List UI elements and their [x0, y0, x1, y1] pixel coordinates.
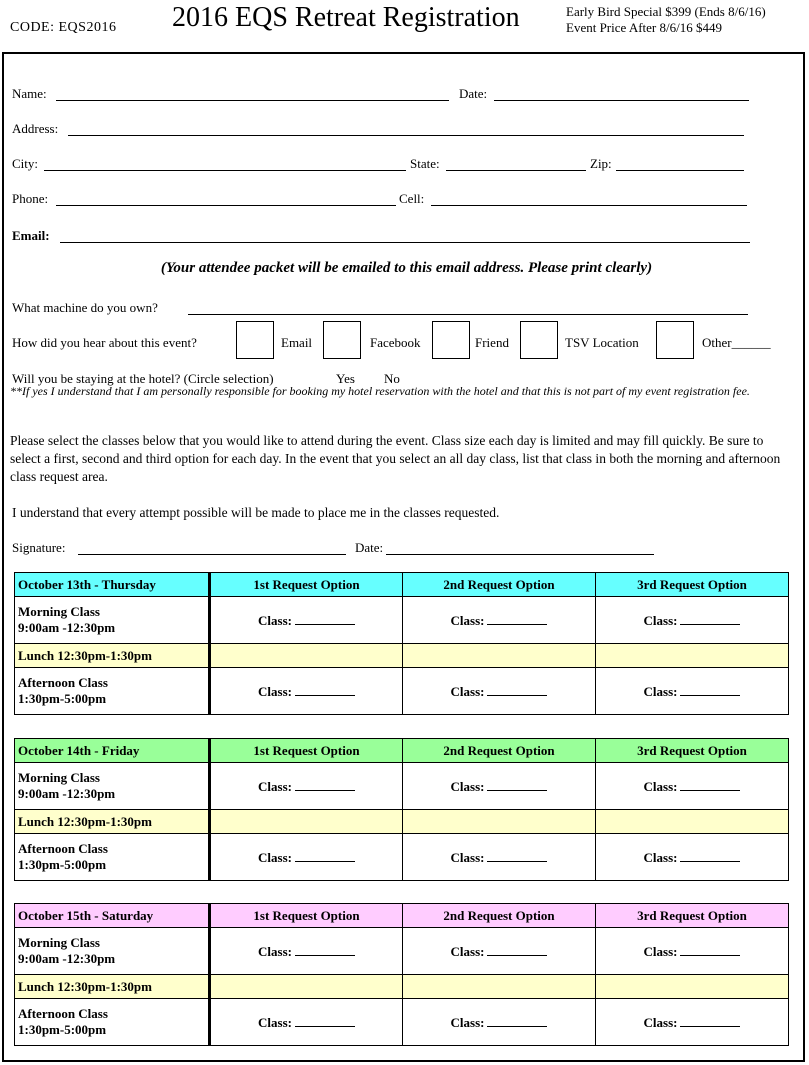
- machine-field[interactable]: [188, 314, 748, 315]
- class-label: Class:: [450, 778, 485, 794]
- hear-option-facebook: Facebook: [370, 335, 421, 350]
- hotel-no[interactable]: No: [384, 371, 400, 386]
- afternoon-row: [15, 834, 789, 881]
- email-field[interactable]: [60, 242, 750, 243]
- class-slot[interactable]: [596, 668, 789, 715]
- class-slot[interactable]: [210, 763, 403, 810]
- afternoon-row: [15, 668, 789, 715]
- class-slot[interactable]: [403, 999, 596, 1046]
- lunch-cell: [403, 975, 596, 999]
- afternoon-label: [15, 999, 210, 1046]
- address-field[interactable]: [68, 135, 744, 136]
- class-blank[interactable]: [680, 1014, 740, 1027]
- day-label: October 13th - Thursday: [15, 573, 210, 597]
- class-label: Class:: [643, 612, 678, 628]
- event-price: Event Price After 8/6/16 $449: [566, 20, 722, 35]
- class-blank[interactable]: [487, 849, 547, 862]
- facebook-checkbox[interactable]: [323, 321, 361, 359]
- option-1-header: 1st Request Option: [210, 573, 403, 597]
- page-title: 2016 EQS Retreat Registration: [172, 2, 520, 33]
- signature-date-label: Date:: [355, 540, 384, 555]
- lunch-cell: [403, 644, 596, 668]
- class-blank[interactable]: [295, 683, 355, 696]
- class-label: Class:: [450, 849, 485, 865]
- email-label: Email:: [12, 228, 50, 243]
- option-3-header: 3rd Request Option: [596, 573, 789, 597]
- afternoon-time: 1:30pm-5:00pm: [18, 1022, 107, 1037]
- day-table-friday: [14, 738, 789, 881]
- lunch-row: [15, 810, 789, 834]
- table-header-row: [15, 573, 789, 597]
- class-blank[interactable]: [487, 1014, 547, 1027]
- lunch-label: Lunch 12:30pm-1:30pm: [15, 810, 210, 834]
- email-note: (Your attendee packet will be emailed to this email address. Please print clearly): [160, 260, 653, 276]
- hotel-label: Will you be staying at the hotel? (Circle selection): [12, 371, 274, 386]
- morning-title: Morning Class: [18, 604, 100, 619]
- phone-label: Phone:: [12, 191, 49, 206]
- class-label: Class:: [258, 612, 292, 628]
- class-slot[interactable]: [596, 763, 789, 810]
- zip-field[interactable]: [616, 170, 744, 171]
- morning-row: [15, 763, 789, 810]
- lunch-cell: [210, 975, 403, 999]
- class-blank[interactable]: [295, 778, 355, 791]
- class-slot[interactable]: [403, 834, 596, 881]
- table-header-row: [15, 904, 789, 928]
- lunch-cell: [210, 644, 403, 668]
- class-label: Class:: [450, 683, 485, 699]
- afternoon-time: 1:30pm-5:00pm: [18, 857, 107, 872]
- other-checkbox[interactable]: [656, 321, 694, 359]
- class-blank[interactable]: [295, 849, 355, 862]
- option-2-header: 2nd Request Option: [403, 904, 596, 928]
- table-header-row: [15, 739, 789, 763]
- afternoon-title: Afternoon Class: [18, 675, 108, 690]
- address-label: Address:: [12, 121, 59, 136]
- morning-time: 9:00am -12:30pm: [18, 951, 116, 966]
- classes-instructions: Please select the classes below that you would like to attend during the event. Class size each day is limited and may fill quickly. Be sure to select a first, second and third option for each day. In the event that you select an all day class, list that class in both the morning and afternoon class request area.: [10, 433, 781, 484]
- afternoon-label: [15, 668, 210, 715]
- class-slot[interactable]: [403, 668, 596, 715]
- class-slot[interactable]: [403, 763, 596, 810]
- class-label: Class:: [643, 1014, 678, 1030]
- lunch-cell: [596, 644, 789, 668]
- class-blank[interactable]: [680, 778, 740, 791]
- morning-time: 9:00am -12:30pm: [18, 786, 116, 801]
- afternoon-row: [15, 999, 789, 1046]
- option-1-header: 1st Request Option: [210, 904, 403, 928]
- class-blank[interactable]: [487, 612, 547, 625]
- option-3-header: 3rd Request Option: [596, 904, 789, 928]
- form-code: CODE: EQS2016: [10, 20, 117, 35]
- date-label: Date:: [459, 86, 488, 101]
- class-slot[interactable]: [596, 597, 789, 644]
- morning-label: [15, 763, 210, 810]
- class-label: Class:: [258, 778, 292, 794]
- early-bird-price: Early Bird Special $399 (Ends 8/6/16): [566, 4, 766, 19]
- class-blank[interactable]: [680, 943, 740, 956]
- class-blank[interactable]: [487, 683, 547, 696]
- option-2-header: 2nd Request Option: [403, 739, 596, 763]
- lunch-cell: [596, 975, 789, 999]
- class-label: Class:: [258, 1014, 292, 1030]
- lunch-label: Lunch 12:30pm-1:30pm: [15, 975, 210, 999]
- class-blank[interactable]: [680, 849, 740, 862]
- morning-row: [15, 928, 789, 975]
- class-label: Class:: [643, 849, 678, 865]
- afternoon-label: [15, 834, 210, 881]
- lunch-cell: [210, 810, 403, 834]
- state-label: State:: [410, 156, 440, 171]
- class-label: Class:: [258, 943, 292, 959]
- class-slot[interactable]: [210, 834, 403, 881]
- class-label: Class:: [450, 1014, 485, 1030]
- class-blank[interactable]: [295, 943, 355, 956]
- afternoon-title: Afternoon Class: [18, 841, 108, 856]
- city-field[interactable]: [44, 170, 406, 171]
- date-field[interactable]: [494, 100, 749, 101]
- hear-option-tsv: TSV Location: [565, 335, 639, 350]
- pricing-info: [566, 4, 766, 36]
- afternoon-time: 1:30pm-5:00pm: [18, 691, 107, 706]
- name-label: Name:: [12, 86, 47, 101]
- class-blank[interactable]: [487, 943, 547, 956]
- class-slot[interactable]: [210, 999, 403, 1046]
- class-blank[interactable]: [487, 778, 547, 791]
- class-label: Class:: [258, 683, 292, 699]
- class-blank[interactable]: [295, 612, 355, 625]
- cell-label: Cell:: [399, 191, 425, 206]
- class-slot[interactable]: [403, 928, 596, 975]
- signature-field[interactable]: [78, 554, 346, 555]
- option-3-header: 3rd Request Option: [596, 739, 789, 763]
- machine-label: What machine do you own?: [12, 300, 158, 315]
- hear-option-email: Email: [281, 335, 313, 350]
- cell-field[interactable]: [431, 205, 747, 206]
- class-slot[interactable]: [403, 597, 596, 644]
- tsv-location-checkbox[interactable]: [520, 321, 558, 359]
- class-label: Class:: [643, 683, 678, 699]
- hear-option-friend: Friend: [475, 335, 509, 350]
- class-slot[interactable]: [210, 597, 403, 644]
- class-slot[interactable]: [596, 928, 789, 975]
- hear-label: How did you hear about this event?: [12, 335, 197, 350]
- class-label: Class:: [258, 849, 292, 865]
- hotel-note: **If yes I understand that I am personally responsible for booking my hotel reservation with the hotel and that this is not part of my event registration fee.: [10, 384, 750, 398]
- morning-title: Morning Class: [18, 770, 100, 785]
- understand-statement: I understand that every attempt possible will be made to place me in the classes requested.: [12, 505, 500, 520]
- header: [0, 0, 809, 50]
- day-label: October 14th - Friday: [15, 739, 210, 763]
- class-label: Class:: [450, 612, 485, 628]
- morning-row: [15, 597, 789, 644]
- signature-label: Signature:: [12, 540, 66, 555]
- class-label: Class:: [643, 943, 678, 959]
- class-blank[interactable]: [680, 612, 740, 625]
- lunch-row: [15, 975, 789, 999]
- option-1-header: 1st Request Option: [210, 739, 403, 763]
- morning-time: 9:00am -12:30pm: [18, 620, 116, 635]
- lunch-cell: [596, 810, 789, 834]
- hear-option-other: Other______: [702, 335, 771, 350]
- friend-checkbox[interactable]: [432, 321, 470, 359]
- day-table-thursday: [14, 572, 789, 715]
- class-label: Class:: [643, 778, 678, 794]
- city-label: City:: [12, 156, 39, 171]
- morning-title: Morning Class: [18, 935, 100, 950]
- lunch-cell: [403, 810, 596, 834]
- email-checkbox[interactable]: [236, 321, 274, 359]
- lunch-label: Lunch 12:30pm-1:30pm: [15, 644, 210, 668]
- day-table-saturday: [14, 903, 789, 1046]
- class-label: Class:: [450, 943, 485, 959]
- zip-label: Zip:: [590, 156, 612, 171]
- name-field[interactable]: [56, 100, 449, 101]
- signature-date-field[interactable]: [386, 554, 654, 555]
- class-slot[interactable]: [596, 834, 789, 881]
- morning-label: [15, 597, 210, 644]
- class-blank[interactable]: [295, 1014, 355, 1027]
- day-label: October 15th - Saturday: [15, 904, 210, 928]
- class-blank[interactable]: [680, 683, 740, 696]
- class-slot[interactable]: [210, 928, 403, 975]
- class-slot[interactable]: [596, 999, 789, 1046]
- phone-field[interactable]: [56, 205, 396, 206]
- class-slot[interactable]: [210, 668, 403, 715]
- option-2-header: 2nd Request Option: [403, 573, 596, 597]
- lunch-row: [15, 644, 789, 668]
- afternoon-title: Afternoon Class: [18, 1006, 108, 1021]
- hotel-yes[interactable]: Yes: [336, 371, 355, 386]
- state-field[interactable]: [446, 170, 586, 171]
- morning-label: [15, 928, 210, 975]
